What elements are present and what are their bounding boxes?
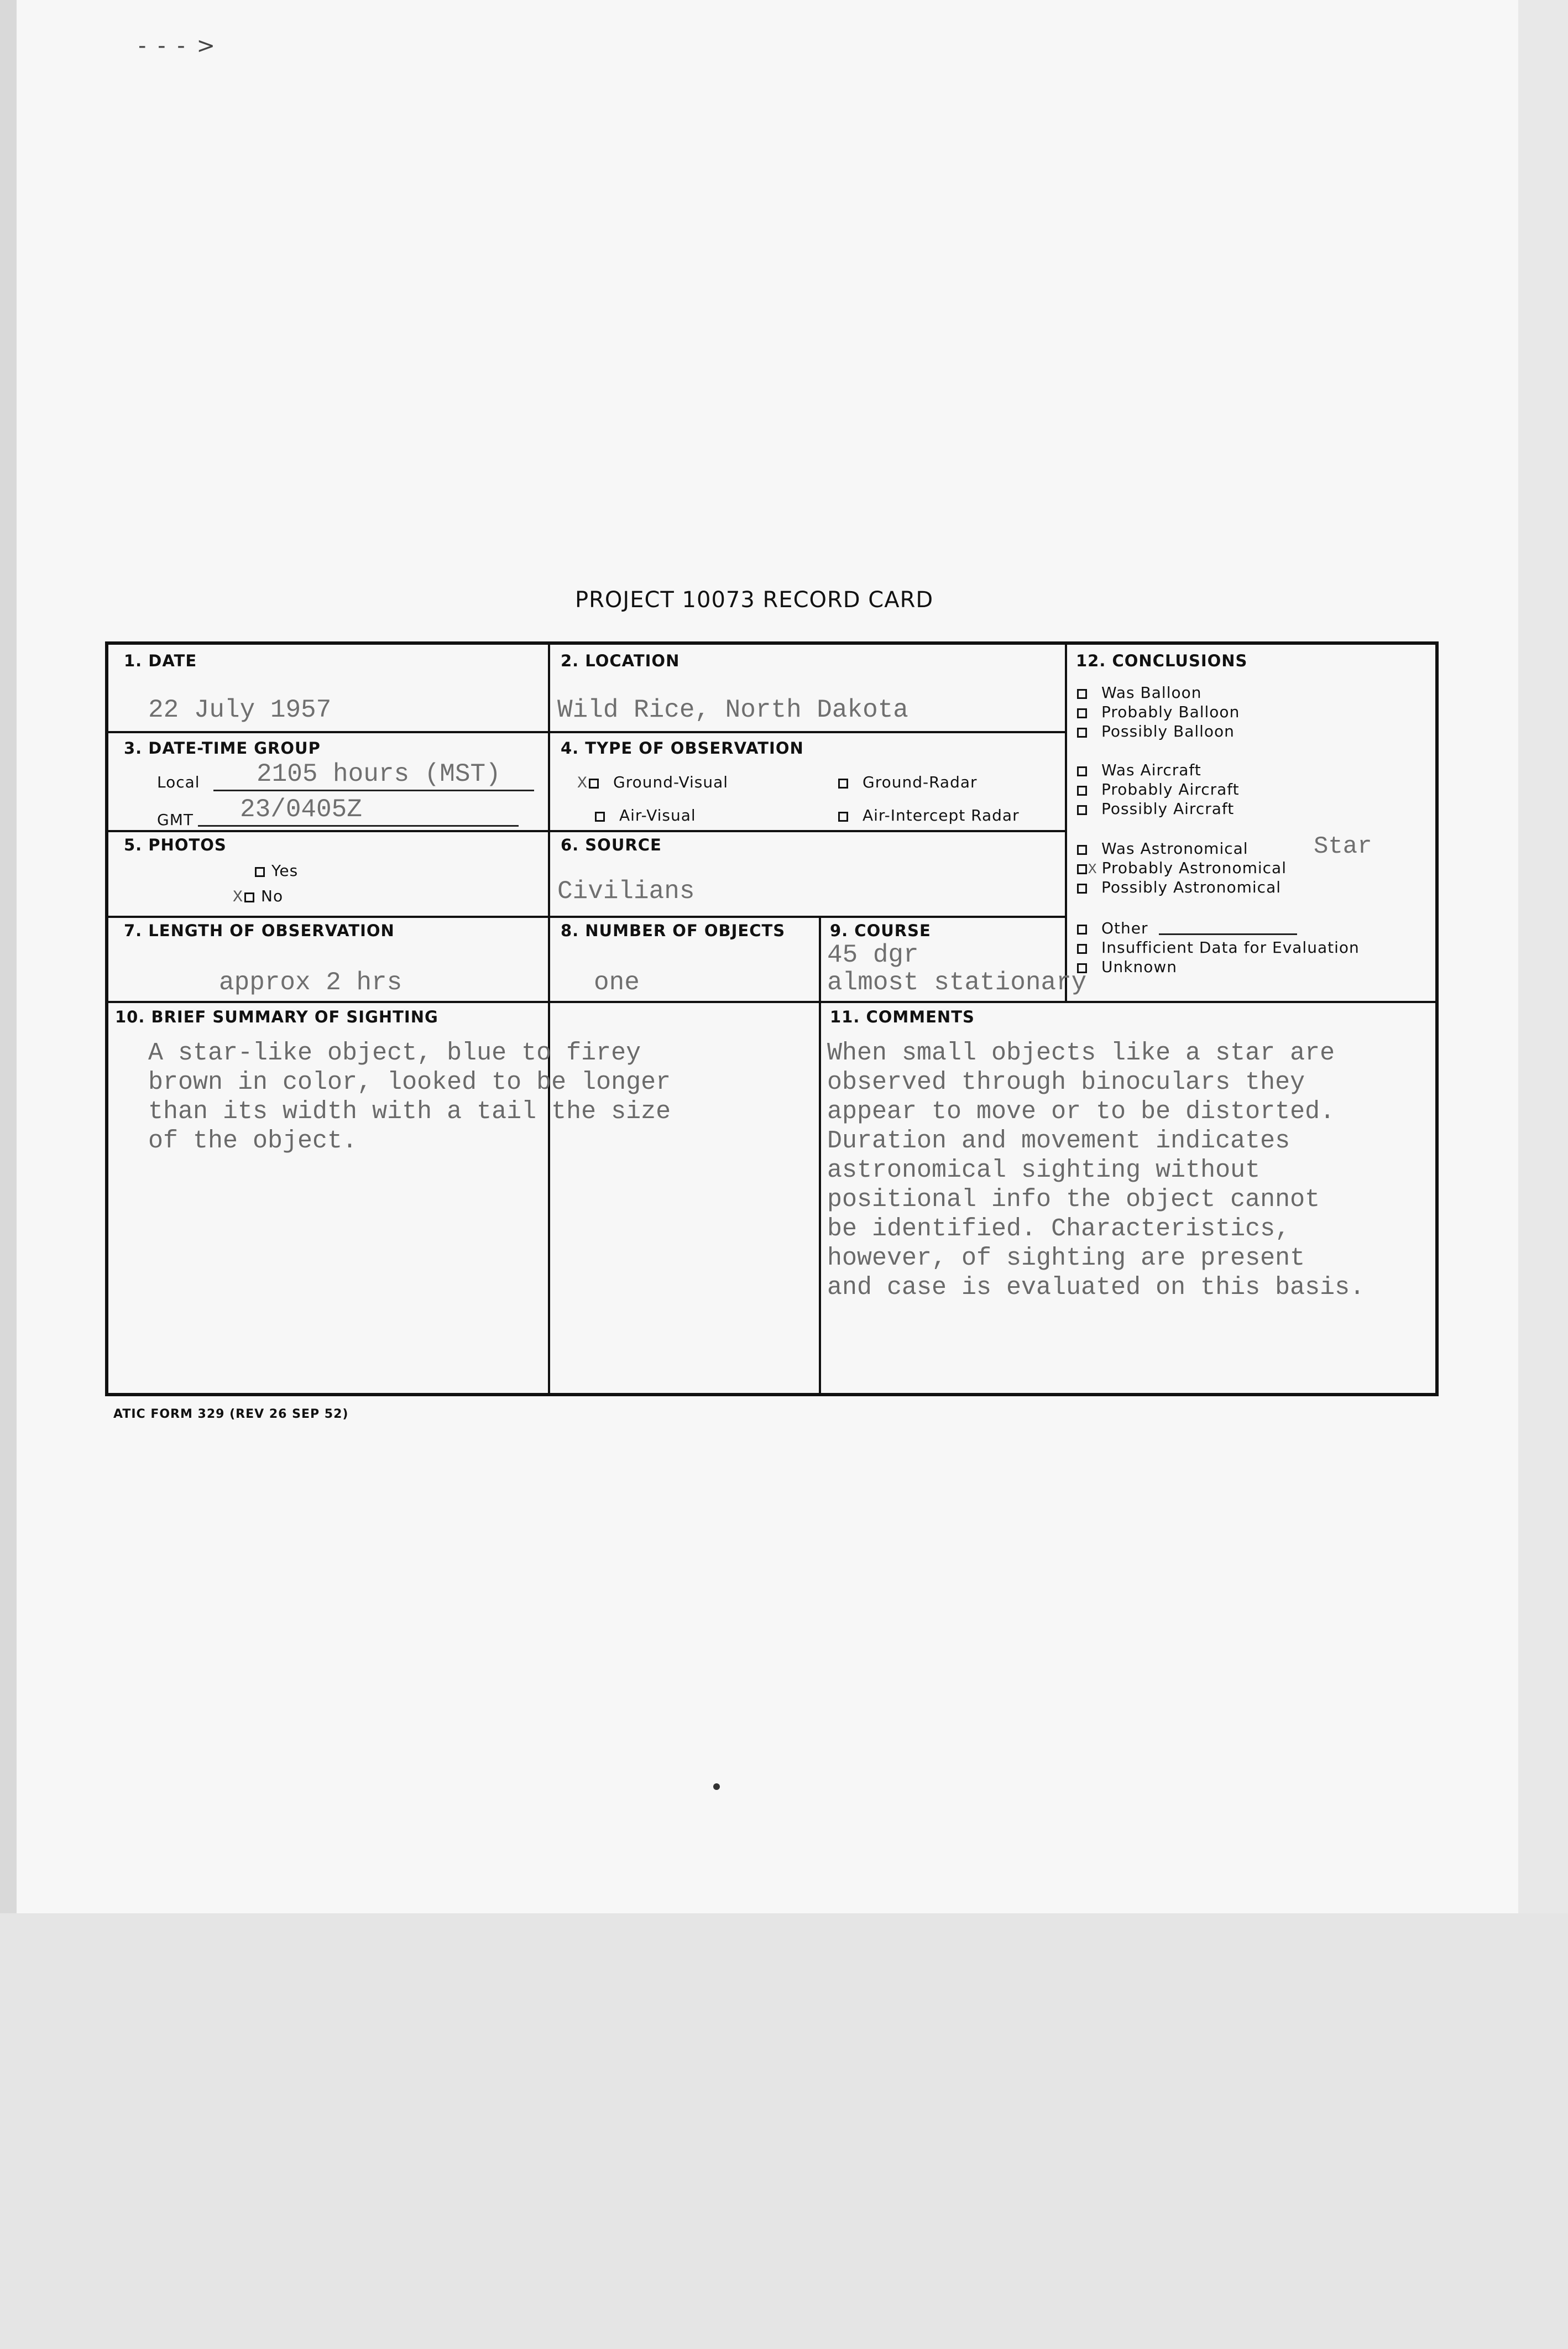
conclusion-probably-aircraft: Probably Aircraft [1077,780,1240,798]
checkbox-icon [838,812,848,822]
local-label: Local [157,773,200,791]
gmt-value: 23/0405Z [240,795,362,824]
checkbox-icon [244,892,254,902]
summary-line: A star-like object, blue to firey [148,1039,641,1067]
dust-speck [713,1783,720,1790]
other-underline [1159,933,1297,935]
local-underline [213,790,534,791]
comments-text [827,1038,1365,1302]
summary-line: than its width with a tail the size [148,1098,671,1126]
brief-summary-label: 10. BRIEF SUMMARY OF SIGHTING [115,1008,438,1026]
source-label: 6. SOURCE [561,836,662,854]
number-of-objects-value: one [594,968,640,997]
checkbox-icon [838,779,848,789]
checkbox-icon [589,779,599,789]
divider-row4 [108,1001,1435,1003]
checkbox-icon [1077,944,1087,954]
checkbox-icon [1077,925,1087,935]
checkbox-icon [1077,728,1087,738]
divider-row3 [108,916,1066,918]
conclusion-other: Other [1077,919,1148,937]
option-photos-yes: Yes [255,862,298,880]
conclusion-possibly-balloon: Possibly Balloon [1077,722,1235,740]
location-label: 2. LOCATION [561,651,680,670]
divider-col3 [819,916,821,1393]
checkbox-icon [1077,805,1087,815]
checkbox-icon [1077,864,1087,874]
summary-line: brown in color, looked to be longer [148,1068,671,1097]
checkbox-icon [1077,963,1087,973]
divider-col1 [548,645,550,1393]
conclusion-insufficient-data: Insufficient Data for Evaluation [1077,938,1360,957]
comment-line: appear to move or to be distorted. [827,1098,1335,1126]
date-time-group-label: 3. DATE-TIME GROUP [124,739,321,758]
checkbox-icon [1077,884,1087,894]
source-value: Civilians [557,877,695,906]
summary-line: of the object. [148,1127,358,1155]
comment-line: be identified. Characteristics, [827,1215,1290,1243]
option-ground-radar: Ground-Radar [838,773,978,791]
scan-mark: - - - > [138,33,217,59]
location-value: Wild Rice, North Dakota [557,696,908,724]
comments-label: 11. COMMENTS [830,1008,975,1026]
comment-line: observed through binoculars they [827,1068,1305,1097]
check-mark: X [577,774,588,793]
date-label: 1. DATE [124,651,197,670]
checkbox-icon [1077,689,1087,699]
comment-line: astronomical sighting without [827,1156,1261,1184]
option-photos-no: X No [233,887,284,907]
checkbox-icon [255,867,265,877]
brief-summary-text [148,1038,671,1156]
local-time-value: 2105 hours (MST) [257,760,501,789]
comment-line: When small objects like a star are [827,1039,1335,1067]
conclusion-possibly-astronomical: Possibly Astronomical [1077,878,1281,896]
course-label: 9. COURSE [830,921,931,940]
divider-col2 [1065,645,1067,1003]
checkbox-icon [1077,845,1087,855]
form-number: ATIC FORM 329 (REV 26 SEP 52) [113,1407,349,1421]
comment-line: positional info the object cannot [827,1186,1320,1214]
checkbox-icon [595,812,605,822]
check-mark: X [1088,861,1097,878]
conclusions-label: 12. CONCLUSIONS [1076,651,1248,670]
length-of-observation-label: 7. LENGTH OF OBSERVATION [124,921,395,940]
conclusion-annotation: Star [1314,833,1372,860]
card-title: PROJECT 10073 RECORD CARD [575,587,934,613]
conclusion-was-aircraft: Was Aircraft [1077,761,1201,779]
divider-row2 [108,830,1066,832]
photos-label: 5. PHOTOS [124,836,227,854]
gmt-label: GMT [157,811,194,829]
conclusion-possibly-aircraft: Possibly Aircraft [1077,800,1234,818]
record-card [105,641,1439,1396]
checkbox-icon [1077,708,1087,718]
option-air-intercept-radar: Air-Intercept Radar [838,806,1020,824]
divider-row1 [108,731,1066,733]
checkbox-icon [1077,766,1087,776]
gmt-underline [198,825,519,827]
option-air-visual: Air-Visual [595,806,696,824]
date-value: 22 July 1957 [148,696,332,724]
conclusion-probably-balloon: Probably Balloon [1077,703,1240,721]
length-of-observation-value: approx 2 hrs [219,968,403,997]
course-value-line2: almost stationary [827,968,1087,997]
comment-line: Duration and movement indicates [827,1127,1290,1155]
scan-bottom-edge [0,1913,1568,2349]
conclusion-was-astronomical: Was Astronomical [1077,839,1248,858]
comment-line: and case is evaluated on this basis. [827,1273,1365,1302]
number-of-objects-label: 8. NUMBER OF OBJECTS [561,921,786,940]
check-mark: X [233,888,244,907]
conclusion-probably-astronomical: X Probably Astronomical [1077,859,1287,878]
conclusion-unknown: Unknown [1077,958,1177,976]
course-value-line1: 45 dgr [827,941,919,969]
comment-line: however, of sighting are present [827,1244,1305,1272]
conclusion-was-balloon: Was Balloon [1077,683,1201,702]
type-of-observation-label: 4. TYPE OF OBSERVATION [561,739,804,758]
option-ground-visual: X Ground-Visual [577,773,729,793]
checkbox-icon [1077,786,1087,796]
